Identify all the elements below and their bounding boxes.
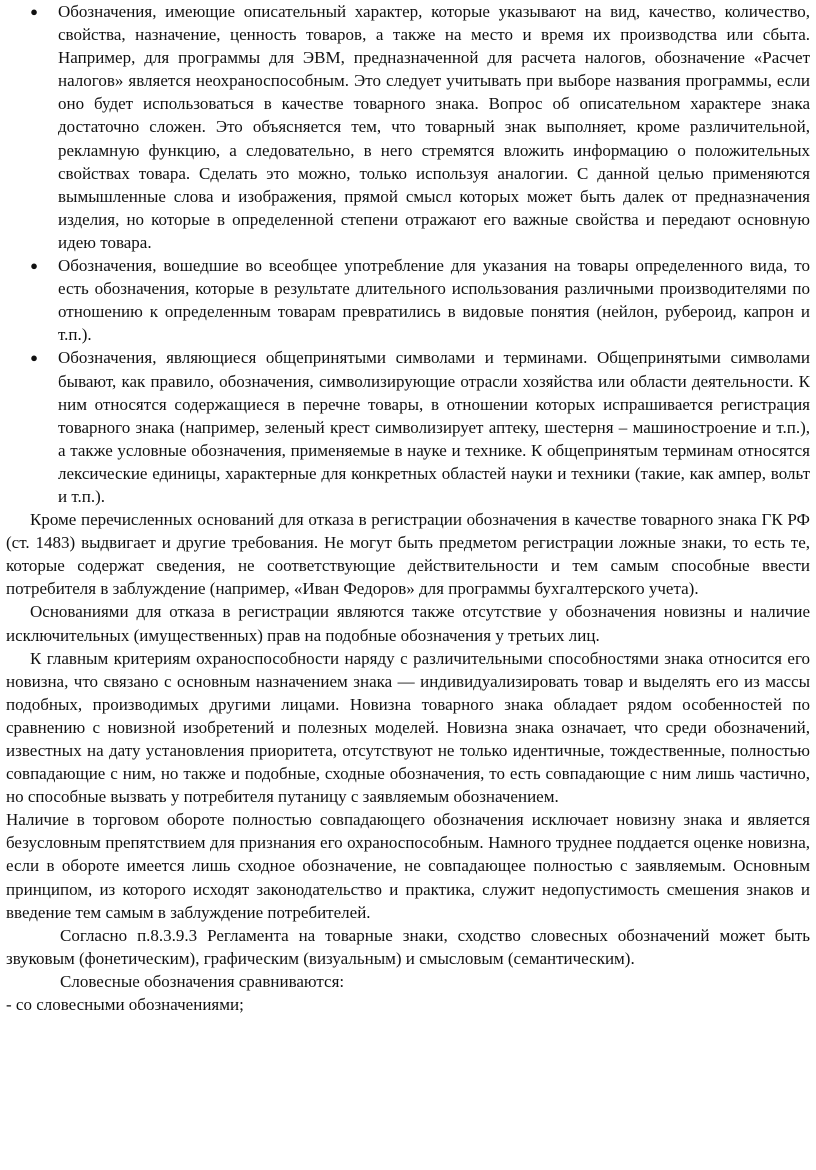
list-item-text: Обозначения, являющиеся общепринятыми символами и терминами. Общепринятыми символами бывают, как правило, обозначения, символизирующие отрасли хозяйства или области деятельности. К ним относятся содержащиеся в перечне товары, в отношении которых испрашивается регистрация товарного знака (например, зеленый крест символизирует аптеку, шестерня – машиностроение и т.п.), а также условные обозначения, применяемые в науке и технике. К общепринятым терминам относятся лексические единицы, характерные для конкретных областей науки и техники (такие, как ампер, вольт и т.п.).	[58, 348, 810, 506]
bullet-dot-icon: ●	[30, 258, 38, 274]
bullet-dot-icon: ●	[30, 4, 38, 19]
list-item	[30, 0, 810, 254]
paragraph-false-marks: Кроме перечисленных оснований для отказа в регистрации обозначения в качестве товарного знака ГК РФ (ст. 1483) выдвигает и другие требования. Не могут быть предметом регистрации ложные знаки, то есть те, которые содержат сведения, не соответствующие действительности и тем самым способные ввести потребителя в заблуждение (например, «Иван Федоров» для программы бухгалтерского учета).	[6, 510, 810, 599]
list-item	[30, 254, 810, 346]
paragraph-refusal-grounds: Основаниями для отказа в регистрации являются также отсутствие у обозначения новизны и наличие исключительных (имущественных) прав на подобные обозначения у третьих лиц.	[6, 602, 810, 645]
list-item	[30, 346, 810, 508]
list-item-text: Обозначения, имеющие описательный характер, которые указывают на вид, качество, количество, свойства, назначение, ценность товаров, а также на место и время их производства или сбыта. Например, для программы для ЭВМ, предназначенной для расчета налогов, обозначение «Расчет налогов» является неохраноспособным. Это следует учитывать при выборе названия программы, если оно будет использоваться в качестве товарного знака. Вопрос об описательном характере знака достаточно сложен. Это объясняется тем, что товарный знак выполняет, кроме различительной, рекламную функцию, а следовательно, в него стремятся вложить информацию о положительных свойствах товара. Сделать это можно, только используя аналогии. С данной целью применяются вымышленные слова и изображения, прямой смысл которых может быть далек от предназначения изделия, но которые в определенной степени отражают его важные свойства и передают основную идею товара.	[58, 2, 810, 252]
paragraph-novelty-criteria: К главным критериям охраноспособности наряду с различительными способностями знака относится его новизна, что связано с основным назначением знака — индивидуализировать товар и выделять его из массы подобных, производимых другими лицами. Новизна товарного знака обладает рядом особенностей по сравнению с новизной изобретений и полезных моделей. Новизна знака означает, что среди обозначений, известных на дату установления приоритета, отсутствуют не только идентичные, тождественные, полностью совпадающие с ним, но также и подобные, сходные обозначения, то есть совпадающие с ним лишь частично, но способные вызвать у потребителя путаницу с заявляемым обозначением.	[6, 648, 810, 807]
bullet-list	[6, 0, 810, 508]
list-item-text: Обозначения, вошедшие во всеобщее употребление для указания на товары определенного вида, то есть обозначения, которые в результате длительного использования различными производителями по отношению к определенным товарам превратились в видовые понятия (нейлон, рубероид, капрон и т.п.).	[58, 256, 810, 345]
bullet-dot-icon: ●	[30, 350, 38, 366]
paragraph-regulation-similarity: Согласно п.8.3.9.3 Регламента на товарные знаки, сходство словесных обозначений может быть звуковым (фонетическим), графическим (визуальным) и смысловым (семантическим).	[6, 925, 810, 968]
paragraph-identical-designation: Наличие в торговом обороте полностью совпадающего обозначения исключает новизну знака и является безусловным препятствием для признания его охраноспособным. Намного труднее поддается оценке новизна, если в обороте имеется лишь сходное обозначение, не совпадающее полностью с заявляемым. Основным принципом, из которого исходят законодательство и практика, служит недопустимость смешения знаков и введение тем самым в заблуждение потребителей.	[6, 810, 810, 922]
paragraph-comparison-intro: Словесные обозначения сравниваются:	[60, 971, 345, 991]
paragraph-comparison-item: - со словесными обозначениями;	[6, 995, 244, 1015]
